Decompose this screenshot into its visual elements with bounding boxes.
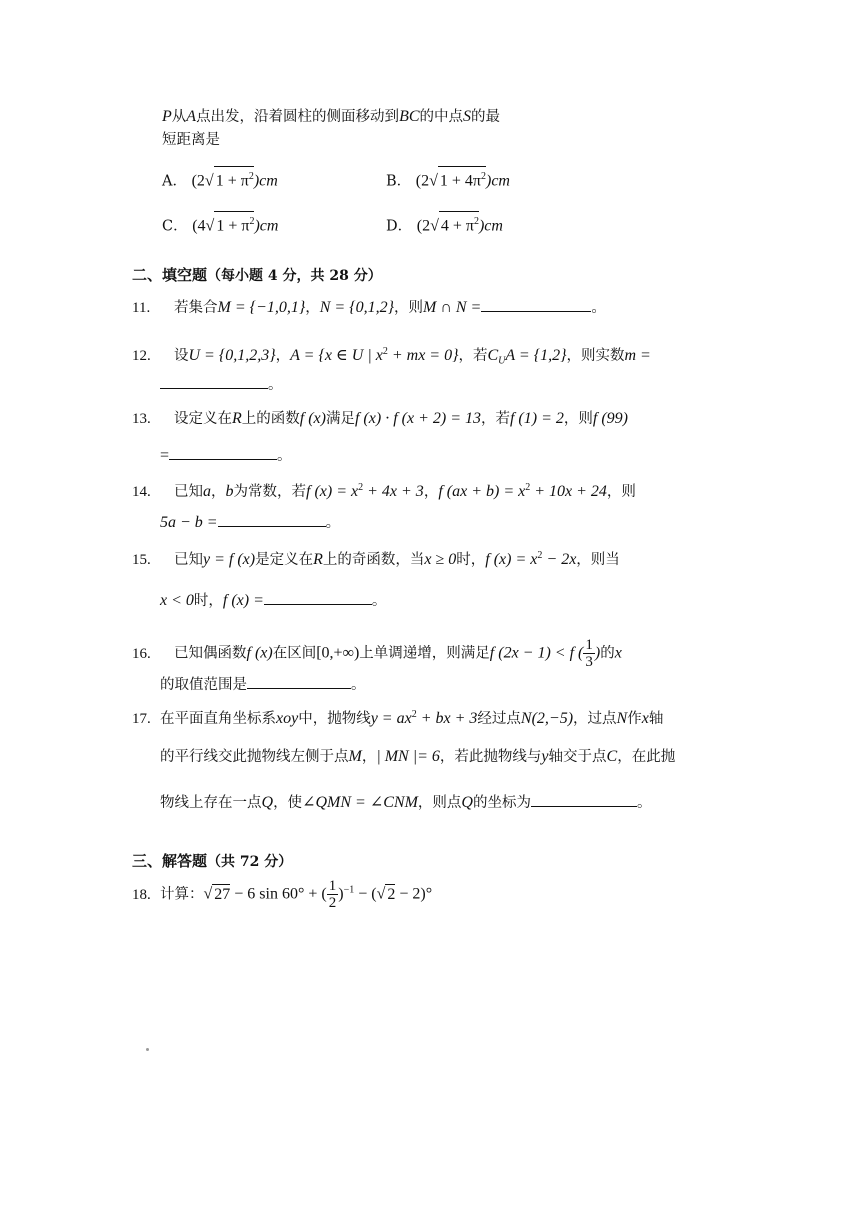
exponent: 2 — [382, 346, 388, 357]
text: 时， — [193, 593, 223, 609]
math: f (x) · f (x + 2) = 13 — [354, 410, 481, 427]
math: Q — [261, 794, 274, 811]
section-3-heading — [132, 850, 292, 871]
math: )cm — [254, 217, 279, 235]
question-number: 15. — [132, 551, 151, 568]
q10-stem-line2: 短距离是 — [162, 132, 220, 148]
exponent: 2 — [525, 482, 531, 493]
text: 在平面直角坐标系 — [160, 710, 276, 727]
math: A = {1,2} — [505, 346, 567, 364]
q10-option-c — [162, 211, 278, 236]
section-title: 三、解答题 — [132, 852, 208, 870]
math: f (x) — [246, 644, 273, 662]
text: 为常数，若 — [233, 483, 306, 500]
question-17-line2 — [160, 747, 675, 767]
math: )cm — [485, 172, 510, 190]
text: 已知 — [174, 483, 203, 500]
math: x < 0 — [160, 592, 194, 609]
math: R — [232, 410, 242, 427]
text: ，过点 — [573, 710, 617, 727]
q10-option-b — [386, 166, 510, 191]
question-number: 12. — [132, 347, 151, 364]
q10-stem-line1 — [162, 107, 500, 127]
math: N(2,−5) — [520, 709, 574, 727]
option-label: A． — [162, 173, 187, 190]
exponent: 2 — [248, 171, 254, 182]
answer-blank[interactable] — [481, 297, 591, 312]
math: y — [541, 748, 549, 765]
math: x — [614, 644, 622, 662]
var-S: S — [463, 108, 472, 125]
text: ，若 — [480, 411, 510, 427]
question-12-line1 — [132, 342, 651, 372]
text: 时， — [456, 551, 486, 568]
math: f (1) = 2 — [509, 410, 564, 427]
question-13-line2 — [160, 445, 292, 466]
text: 上单调递增，则满足 — [359, 645, 490, 662]
text: 设定义在 — [174, 411, 232, 427]
option-label: B． — [386, 173, 412, 190]
question-14-line1 — [132, 478, 636, 502]
sqrt-symbol: √ — [203, 885, 213, 903]
radicand — [214, 211, 254, 236]
text: ，若此抛物线与 — [439, 749, 542, 765]
text: ，则当 — [576, 551, 620, 568]
text: ，若 — [458, 347, 488, 364]
text: 的平行线交此抛物线左侧于点 — [160, 749, 349, 765]
q10-option-d — [386, 211, 503, 236]
radicand — [214, 166, 254, 191]
radicand: 2 — [387, 885, 396, 903]
radicand: 27 — [214, 885, 231, 903]
question-11 — [132, 297, 606, 318]
math: y = ax — [370, 709, 412, 727]
question-number: 13. — [132, 411, 151, 427]
sqrt-symbol: √ — [205, 217, 215, 235]
math: a — [203, 482, 211, 500]
math: R — [313, 550, 323, 568]
radicand-text: 1 + 4π — [439, 172, 481, 190]
radicand — [438, 166, 486, 191]
section-note: （共 72 分） — [207, 854, 293, 870]
math: )cm — [478, 217, 503, 235]
text: 的 — [600, 645, 615, 662]
text: 是定义在 — [255, 551, 314, 568]
math: + 4x + 3 — [363, 482, 424, 500]
answer-blank[interactable] — [264, 590, 372, 605]
text: 点出发，沿着圆柱的侧面移动到 — [196, 109, 400, 125]
radicand-text: 1 + π — [216, 217, 250, 235]
sqrt-symbol: √ — [429, 172, 438, 190]
text: 。 — [351, 677, 366, 693]
math: (4 — [192, 217, 206, 235]
math: + bx + 3 — [416, 709, 478, 727]
math: f (x) = x — [306, 482, 359, 500]
question-15-line2 — [160, 590, 386, 611]
math: (2 — [191, 172, 205, 190]
question-13-line1 — [132, 409, 628, 429]
math: f (ax + b) = x — [438, 482, 526, 500]
text: ，则 — [606, 483, 636, 500]
text: 已知 — [174, 551, 203, 568]
math: M — [348, 748, 362, 765]
math: Q — [461, 794, 473, 811]
math: C — [487, 346, 499, 364]
numerator: 1 — [585, 637, 593, 653]
exponent: 2 — [473, 216, 479, 227]
math: | MN |= 6 — [376, 748, 440, 765]
answer-blank[interactable] — [218, 512, 326, 527]
section-note: （每小题 4 分，共 28 分） — [207, 268, 382, 284]
math: U = {0,1,2,3} — [188, 346, 276, 364]
text: 若集合 — [174, 300, 218, 316]
fraction — [327, 878, 339, 911]
math: M = {−1,0,1} — [217, 299, 306, 316]
math: 5a − b = — [160, 514, 218, 531]
text: 作 — [627, 710, 642, 727]
numerator: 1 — [328, 878, 337, 894]
radicand-text: 4 + π — [440, 217, 474, 235]
exponent: 2 — [411, 709, 417, 720]
text: 上的奇函数，当 — [322, 551, 425, 568]
question-14-line2 — [160, 512, 340, 533]
exponent: 2 — [537, 550, 543, 561]
text: 。 — [268, 377, 283, 393]
text: 经过点 — [477, 710, 521, 727]
answer-blank[interactable] — [247, 674, 351, 689]
text: ， — [423, 483, 439, 500]
question-number: 17. — [132, 710, 151, 727]
math: = — [160, 447, 170, 464]
math: xoy — [276, 709, 299, 727]
stray-mark — [146, 1048, 149, 1051]
radicand-text: 1 + π — [215, 172, 249, 190]
question-15-line1 — [132, 546, 620, 570]
math: C — [606, 748, 618, 765]
question-17-line1 — [132, 705, 663, 729]
math: N = {0,1,2} — [319, 299, 394, 316]
text: 中，抛物线 — [298, 710, 371, 727]
text: ， — [305, 300, 320, 316]
answer-blank[interactable] — [169, 445, 277, 460]
math: − 6 sin 60° + ( — [230, 885, 327, 903]
denominator: 3 — [585, 654, 593, 670]
math: − ( — [354, 885, 377, 903]
text: ，使 — [273, 795, 303, 811]
text: 的取值范围是 — [160, 677, 247, 693]
math: )cm — [253, 172, 278, 190]
text: 。 — [325, 515, 341, 531]
answer-blank[interactable] — [531, 792, 637, 807]
math: x ≥ 0 — [424, 550, 457, 568]
text: 从 — [171, 109, 187, 125]
section-title: 二、填空题 — [132, 266, 208, 284]
question-number: 18. — [132, 886, 151, 903]
sqrt-symbol: √ — [430, 217, 439, 235]
exponent: 2 — [358, 482, 364, 493]
text: ，则 — [563, 411, 593, 427]
text: ，则点 — [417, 795, 462, 811]
text: 在区间 — [272, 645, 317, 662]
question-18: 18. 计算：√ 27 − 6 sin 60° + ( $\frac{1}{2}$ )$^{-1}$ − (√ 2 − 2)° — [132, 878, 433, 911]
text: ，则实数 — [566, 347, 625, 364]
math: f (x) — [299, 410, 326, 427]
fraction — [583, 637, 595, 670]
exponent: 2 — [249, 216, 255, 227]
math: f (x) = x — [485, 550, 538, 568]
text: 的中点 — [419, 109, 464, 125]
exponent: −1 — [343, 884, 355, 896]
var-BC: BC — [399, 108, 420, 125]
text: 轴交于点 — [548, 749, 607, 765]
question-number: 14. — [132, 483, 151, 500]
math: − 2)° — [395, 885, 433, 903]
var-P: P — [162, 108, 172, 125]
text: ， — [211, 483, 226, 500]
math: f (x) = — [222, 592, 264, 609]
text: 。 — [371, 593, 387, 609]
math: f (2x − 1) < f ( — [489, 644, 584, 662]
text: ，在此抛 — [617, 749, 676, 765]
math: f (99) — [592, 410, 628, 427]
math: b — [225, 482, 234, 500]
math: ) — [594, 644, 601, 662]
question-16-line1 — [132, 637, 622, 670]
exponent: 2 — [480, 171, 486, 182]
math: M ∩ N = — [422, 299, 482, 316]
q10-option-a — [162, 166, 278, 191]
math: − 2x — [542, 550, 577, 568]
math: (2 — [415, 172, 430, 190]
text: 已知偶函数 — [174, 645, 247, 662]
math: N — [616, 709, 628, 727]
sqrt-symbol: √ — [376, 885, 386, 903]
text: 计算： — [160, 886, 204, 903]
text: ， — [275, 347, 291, 364]
question-17-line3 — [160, 792, 651, 813]
text: 。 — [591, 300, 606, 316]
subscript: U — [498, 355, 506, 367]
text: 满足 — [325, 411, 355, 427]
text: 。 — [636, 795, 652, 811]
text: ，则 — [393, 300, 423, 316]
option-label: C． — [162, 218, 188, 235]
math: A = {x ∈ U | x — [290, 346, 383, 364]
sqrt-symbol: √ — [204, 172, 214, 190]
question-16-line2 — [160, 674, 366, 695]
text: 上的函数 — [241, 411, 300, 427]
section-2-heading — [132, 264, 382, 285]
math: [0,+∞) — [316, 644, 360, 662]
math: ∠QMN = ∠CNM — [302, 794, 418, 811]
answer-blank[interactable] — [160, 374, 268, 389]
denominator: 2 — [328, 895, 337, 911]
math: y = f (x) — [203, 550, 256, 568]
math: x — [641, 709, 649, 727]
text: ， — [361, 749, 377, 765]
question-number: 16. — [132, 645, 151, 662]
text: 的最 — [471, 109, 501, 125]
radicand — [439, 211, 479, 236]
math: + 10x + 24 — [530, 482, 607, 500]
question-12-line2 — [160, 374, 283, 395]
text: 的坐标为 — [472, 795, 531, 811]
math: (2 — [416, 217, 431, 235]
var-A: A — [186, 108, 197, 125]
option-label: D． — [386, 218, 413, 235]
math: m = — [624, 346, 651, 364]
math: + mx = 0} — [387, 346, 459, 364]
text: 。 — [277, 448, 292, 464]
text: 轴 — [648, 710, 664, 727]
text: 设 — [174, 347, 189, 364]
text: 物线上存在一点 — [160, 795, 262, 811]
question-number: 11. — [132, 300, 151, 316]
